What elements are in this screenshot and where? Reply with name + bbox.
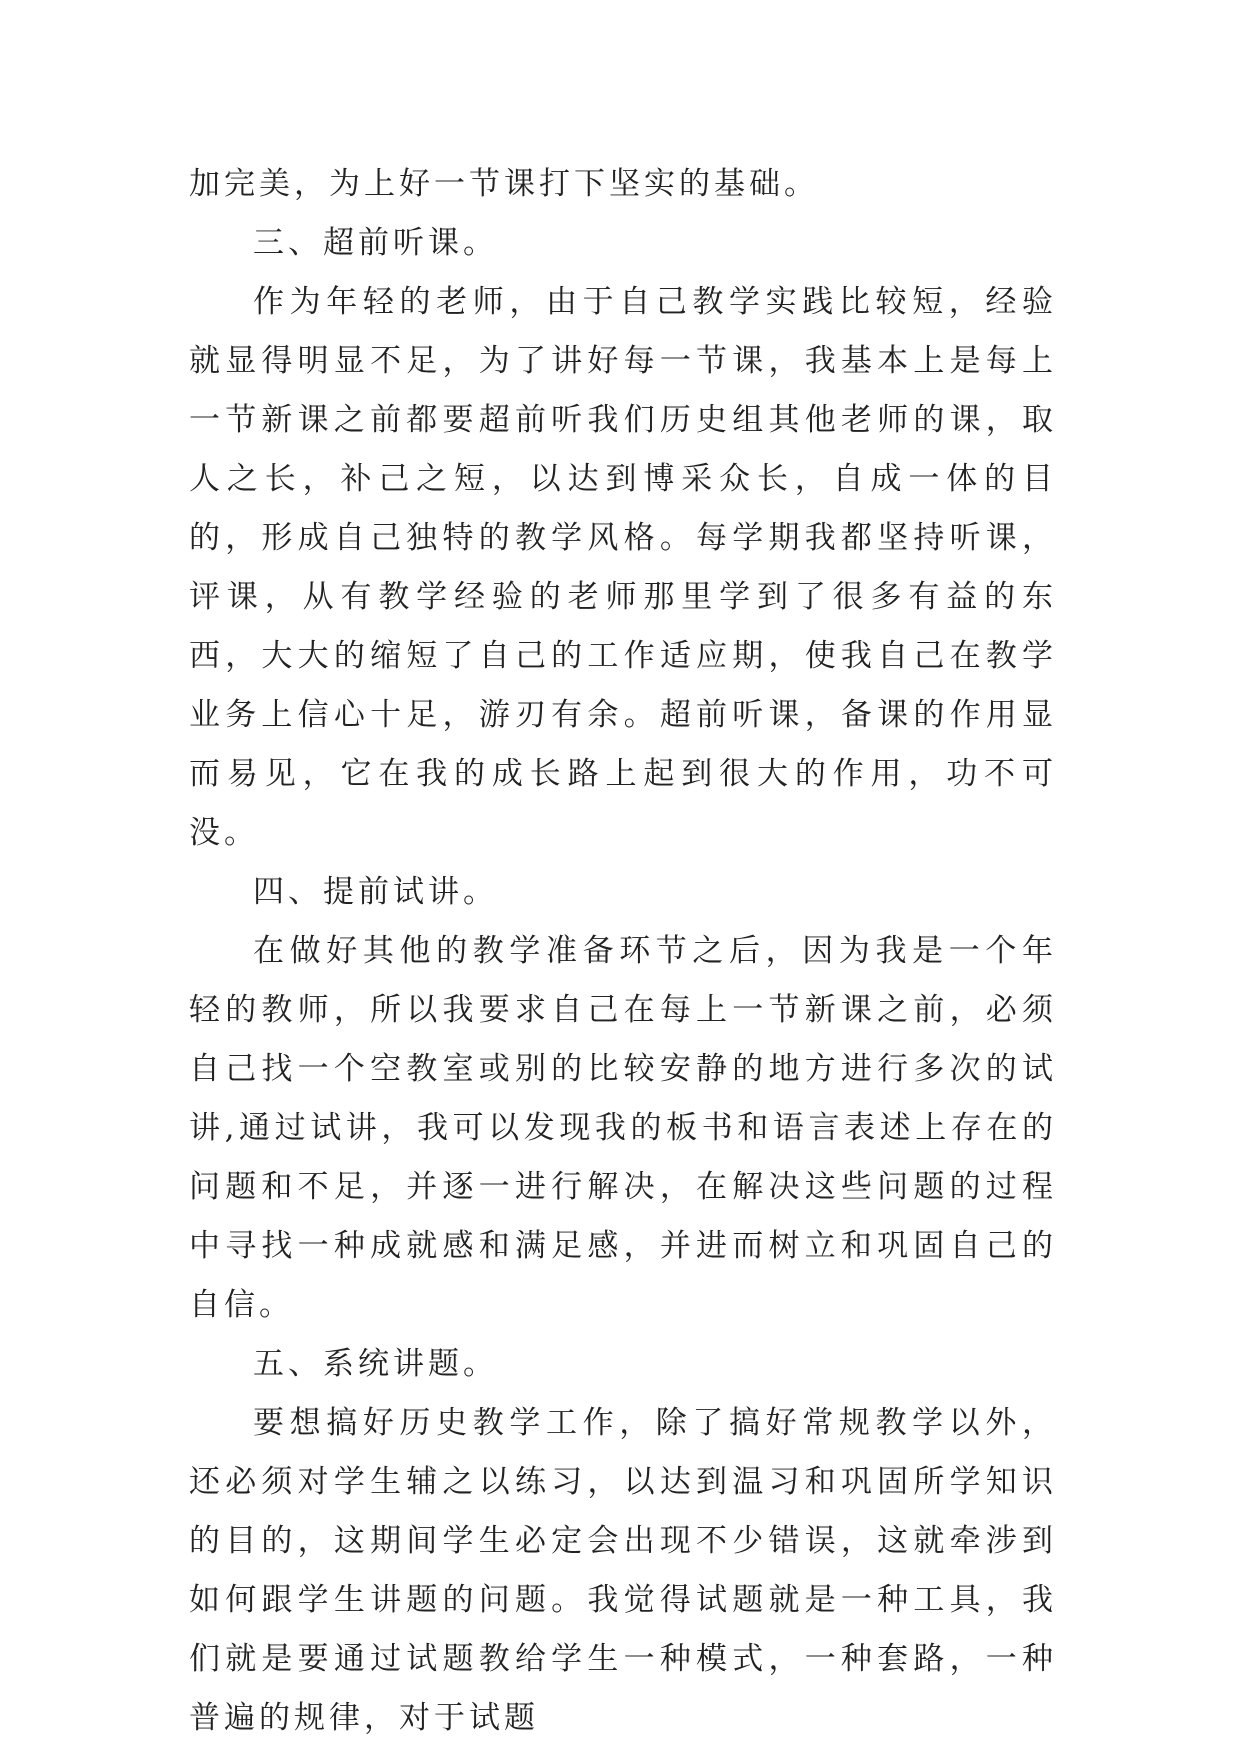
section-heading-3: 三、超前听课。 bbox=[253, 225, 498, 261]
section-heading-5: 五、系统讲题。 bbox=[253, 1346, 498, 1382]
paragraph-continuation: 加完美，为上好一节课打下坚实的基础。 bbox=[189, 166, 819, 202]
paragraph-exercises: 要想搞好历史教学工作，除了搞好常规教学以外，还必须对学生辅之以练习，以达到温习和巩固所学知识的目的，这期间学生必定会出现不少错误，这就牵涉到如何跟学生讲题的问题。我觉得试题就是一种工具，我们就是要通过试题教给学生一种模式，一种套路，一种普遍的规律，对于试题 bbox=[189, 1405, 1057, 1736]
paragraph-trial-lecture: 在做好其他的教学准备环节之后，因为我是一个年轻的教师，所以我要求自己在每上一节新课之前，必须自己找一个空教室或别的比较安静的地方进行多次的试讲,通过试讲，我可以发现我的板书和语言表述上存在的问题和不足，并逐一进行解决，在解决这些问题的过程中寻找一种成就感和满足感，并进而树立和巩固自己的自信。 bbox=[189, 933, 1057, 1323]
section-heading-4: 四、提前试讲。 bbox=[253, 874, 498, 910]
paragraph-listening: 作为年轻的老师，由于自己教学实践比较短，经验就显得明显不足，为了讲好每一节课，我基本上是每上一节新课之前都要超前听我们历史组其他老师的课，取人之长，补己之短，以达到博采众长，自成一体的目的，形成自己独特的教学风格。每学期我都坚持听课，评课，从有教学经验的老师那里学到了很多有益的东西，大大的缩短了自己的工作适应期，使我自己在教学业务上信心十足，游刃有余。超前听课，备课的作用显而易见，它在我的成长路上起到很大的作用，功不可没。 bbox=[189, 284, 1057, 851]
body-text bbox=[189, 155, 1057, 1748]
